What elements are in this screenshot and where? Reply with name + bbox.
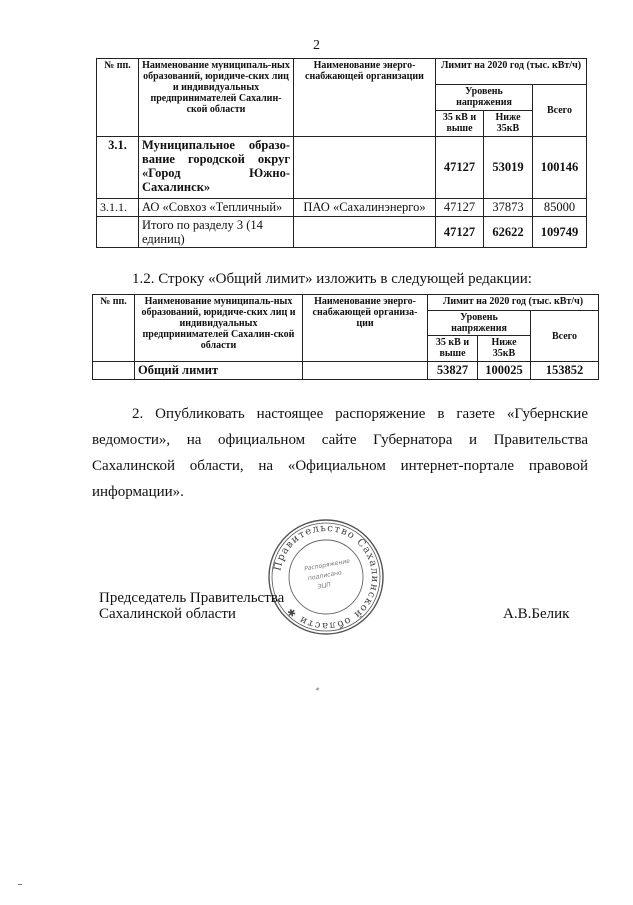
row-org [294,137,436,199]
header-low: Ниже 35кВ [478,336,531,362]
row-org [294,217,436,248]
header-org: Наименование энерго-снабжающей организа-ции [303,295,428,362]
header-total: Всего [531,311,599,362]
header-low: Ниже 35кВ [484,111,533,137]
table-row [97,137,587,199]
row-num: 3.1.1. [97,199,139,217]
row-org: ПАО «Сахалинэнерго» [294,199,436,217]
header-level: Уровень напряжения [428,311,531,336]
row-org [303,362,428,380]
total-limit-table [92,294,599,380]
scan-mark [18,884,22,885]
row-low: 62622 [484,217,533,248]
row-total: 109749 [533,217,587,248]
svg-text:Распоряжение: Распоряжение [303,557,351,573]
row-num [97,217,139,248]
row-total: 153852 [531,362,599,380]
row-num [93,362,135,380]
svg-text:подписано: подписано [307,569,343,583]
limits-table-section-3 [96,58,587,248]
row-name: Муниципальное образо-вание городской округ «Город Южно-Сахалинск» [139,137,294,199]
page-number: 2 [313,38,320,53]
signatory-name: А.В.Белик [503,606,570,622]
row-low: 53019 [484,137,533,199]
signatory-title-line-1: Председатель Правительства [99,590,285,606]
header-limit: Лимит на 2020 год (тыс. кВт/ч) [428,295,599,311]
table-row [97,199,587,217]
row-name: АО «Совхоз «Тепличный» [139,199,294,217]
signatory-title-line-2: Сахалинской области [99,606,236,622]
header-limit: Лимит на 2020 год (тыс. кВт/ч) [436,59,587,85]
row-total: 100146 [533,137,587,199]
header-total: Всего [533,85,587,137]
row-high: 53827 [428,362,478,380]
header-num: № пп. [97,59,139,137]
row-low: 100025 [478,362,531,380]
header-name: Наименование муниципаль-ных образований, юридиче-ских лиц и индивидуальных предпринимателей Сахалин-ской области [139,59,294,137]
row-total: 85000 [533,199,587,217]
row-high: 47127 [436,199,484,217]
header-org: Наименование энерго-снабжающей организации [294,59,436,137]
row-num: 3.1. [97,137,139,199]
header-level: Уровень напряжения [436,85,533,111]
svg-text:ЭЦП: ЭЦП [317,581,332,591]
row-high: 47127 [436,137,484,199]
table-row [97,217,587,248]
paragraph-1-2: 1.2. Строку «Общий лимит» изложить в следующей редакции: [132,271,532,287]
header-high: 35 кВ и выше [436,111,484,137]
row-high: 47127 [436,217,484,248]
table-row [93,362,599,380]
paragraph-2: 2. Опубликовать настоящее распоряжение в газете «Губернские ведомости», на официальном сайте Губернатора и Правительства Сахалинской области, на «Официальном интернет-портале правовой информации». [92,406,588,500]
scan-mark [316,687,320,690]
official-seal-stamp [266,517,386,637]
row-low: 37873 [484,199,533,217]
row-name: Общий лимит [135,362,303,380]
row-name: Итого по разделу 3 (14 единиц) [139,217,294,248]
svg-text:Правительство Сахалинской обла: Правительство Сахалинской области ✱ [272,522,381,632]
header-num: № пп. [93,295,135,362]
header-high: 35 кВ и выше [428,336,478,362]
header-name: Наименование муниципаль-ных образований, юридиче-ских лиц и индивидуальных предпринимателей Сахалин-ской области [135,295,303,362]
